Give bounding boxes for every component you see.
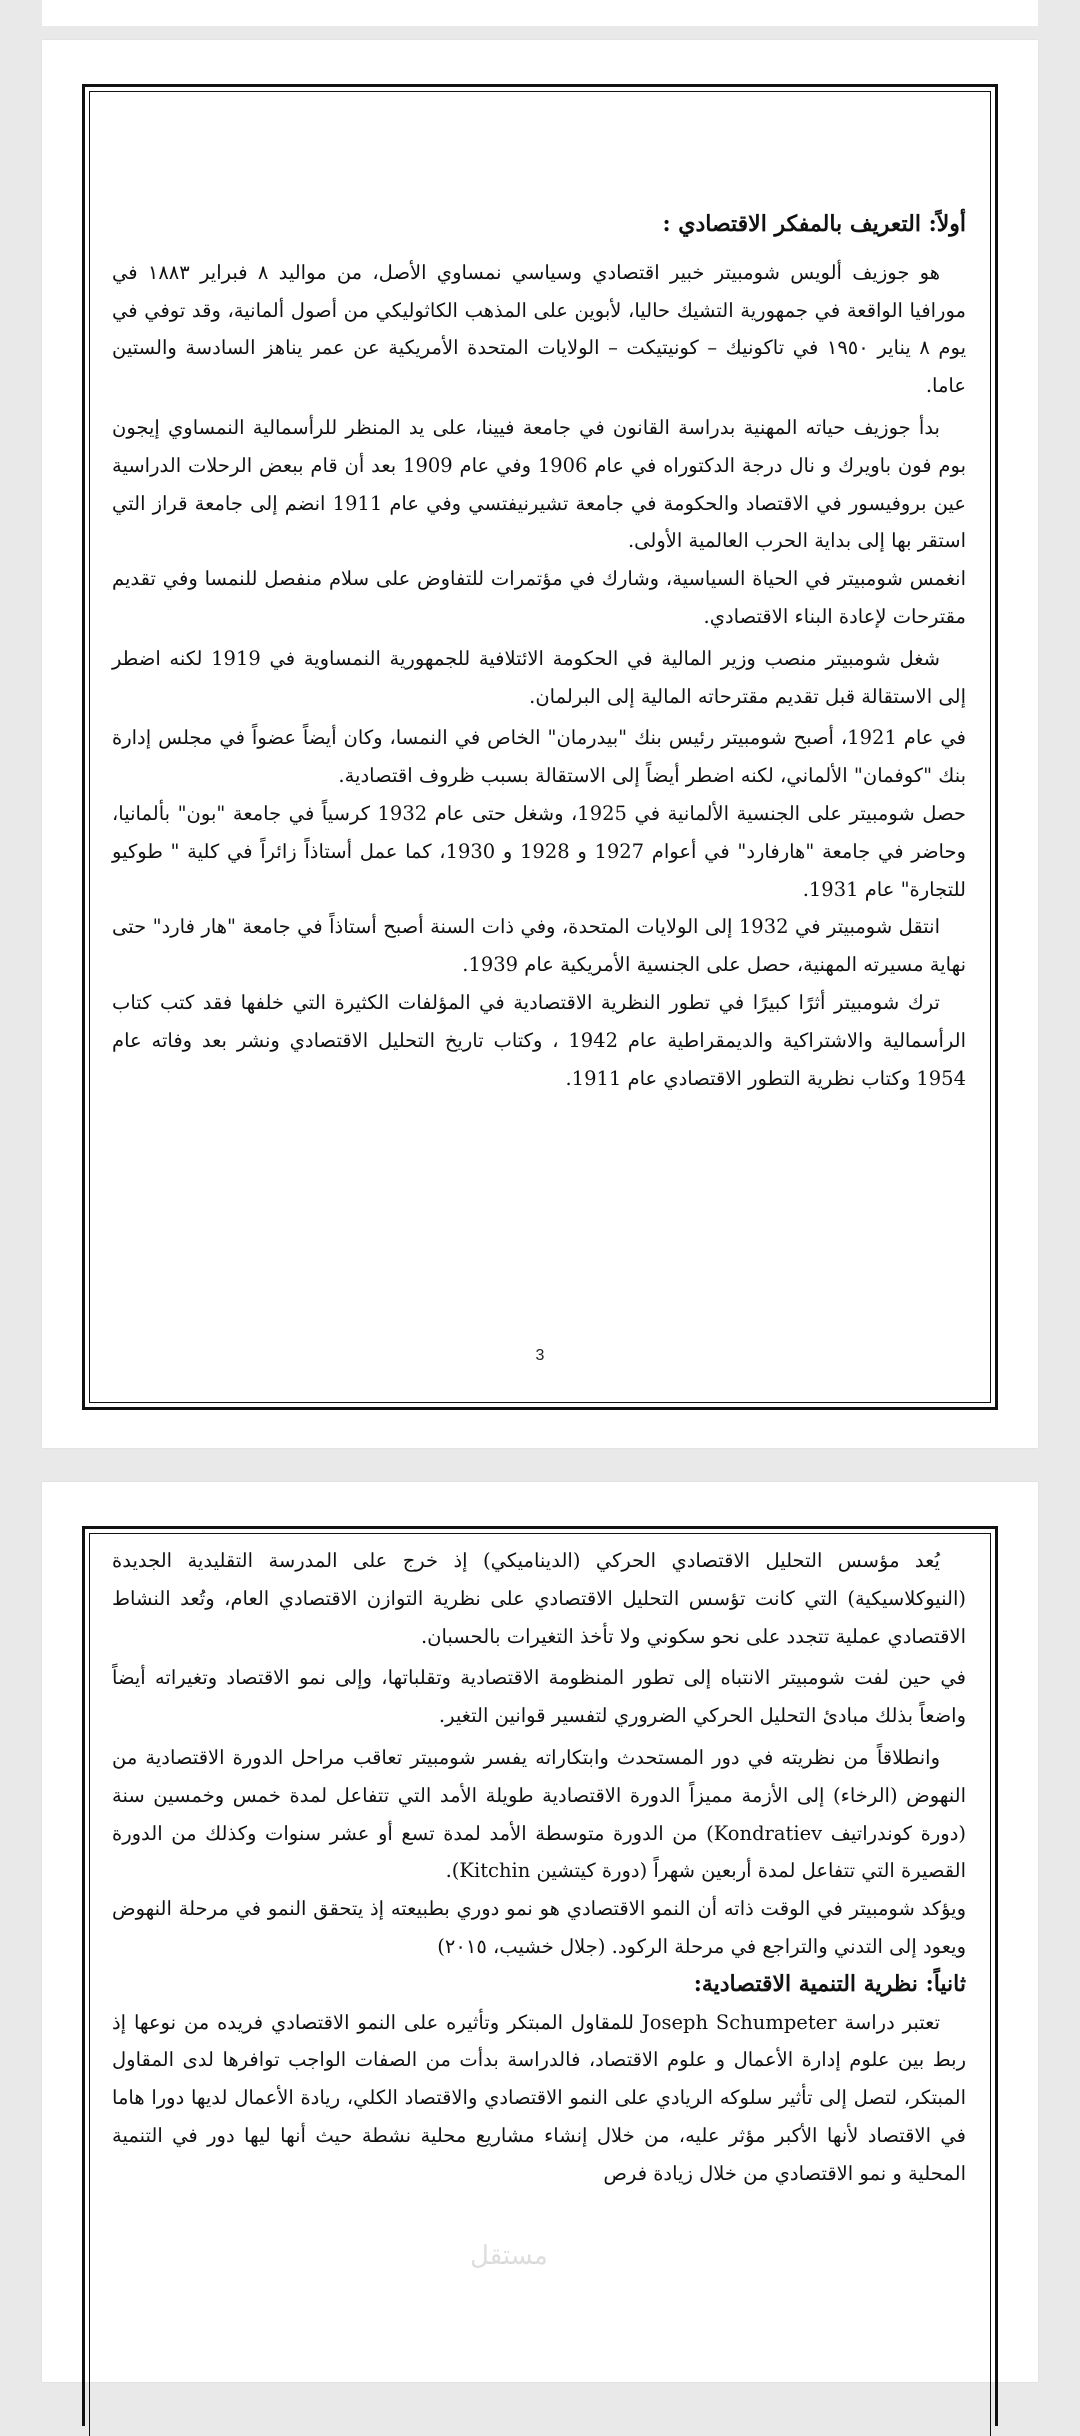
- paragraph: هو جوزيف ألويس شومبيتر خبير اقتصادي وسياسي نمساوي الأصل، من مواليد ٨ فبراير ١٨٨٣ في مورافيا الواقعة في جمهورية التشيك حاليا، لأبوين على المذهب الكاثوليكي من أصول ألمانية، وقد توفي في يوم ٨ يناير ١٩٥٠ في تاكونيك – كونيتيكت – الولايات المتحدة الأمريكية عن عمر يناهز السادسة والستين عاما.: [112, 260, 966, 398]
- paragraph: ترك شومبيتر أثرًا كبيرًا في تطور النظرية الاقتصادية في المؤلفات الكثيرة التي خلفها فقد كتب كتاب الرأسمالية والاشتراكية والديمقراطية عام 1942 ، وكتاب تاريخ التحليل الاقتصادي ونشر بعد وفاته عام 1954 وكتاب نظرية التطور الاقتصادي عام 1911.: [112, 990, 966, 1090]
- paragraph: ويؤكد شومبيتر في الوقت ذاته أن النمو الاقتصادي هو نمو دوري بطبيعته إذ يتحقق النمو في مرحلة النهوض ويعود إلى التدني والتراجع في مرحلة الركود. (جلال خشيب، ٢٠١٥): [112, 1897, 966, 1958]
- paragraph: حصل شومبيتر على الجنسية الألمانية في 1925، وشغل حتى عام 1932 كرسياً في جامعة "بون" بألمانيا، وحاضر في جامعة "هارفارد" في أعوام 1927 و 1928 و 1930، كما عمل أستاذاً زائراً في كلية " طوكيو للتجارة" عام 1931.: [112, 801, 966, 901]
- paragraph: انتقل شومبيتر في 1932 إلى الولايات المتحدة، وفي ذات السنة أصبح أستاذاً في جامعة "هار فارد" حتى نهاية مسيرته المهنية، حصل على الجنسية الأمريكية عام 1939.: [112, 915, 966, 977]
- page-number: 3: [535, 1347, 545, 1364]
- section-heading: أولاً: التعريف بالمفكر الاقتصادي :: [662, 211, 966, 237]
- paragraph: يُعد مؤسس التحليل الاقتصادي الحركي (الديناميكي) إذ خرج على المدرسة التقليدية الجديدة (النيوكلاسيكية) التي كانت تؤسس التحليل الاقتصادي على نظرية التوازن الاقتصادي العام، وتُعد النشاط الاقتصادي عملية تتجدد على نحو سكوني ولا تأخذ التغيرات بالحسبان.: [112, 1549, 966, 1648]
- paragraph: في حين لفت شومبيتر الانتباه إلى تطور المنظومة الاقتصادية وتقلباتها، وإلى نمو الاقتصاد وتغيراته أيضاً واضعاً بذلك مبادئ التحليل الحركي الضروري لتفسير قوانين التغير.: [112, 1666, 966, 1728]
- page-body: [112, 1542, 966, 2193]
- document-page-3: [42, 40, 1038, 1448]
- watermark-logo: مستقل: [470, 2240, 548, 2270]
- previous-page-edge: [42, 0, 1038, 26]
- paragraph: انغمس شومبيتر في الحياة السياسية، وشارك في مؤتمرات للتفاوض على سلام منفصل للنمسا وفي تقديم مقترحات لإعادة البناء الاقتصادي.: [112, 567, 966, 628]
- page-body: [112, 206, 966, 1097]
- section-heading: ثانياً: نظرية التنمية الاقتصادية:: [693, 1970, 966, 1997]
- paragraph: بدأ جوزيف حياته المهنية بدراسة القانون في جامعة فيينا، على يد المنظر للرأسمالية النمساوي إيجون بوم فون باويرك و نال درجة الدكتوراه في عام 1906 وفي عام 1909 بعد أن قام ببعض الرحلات الدراسية عين بروفيسور في الاقتصاد والحكومة في جامعة تشيرنيفتسي وفي عام 1911 انضم إلى جامعة قراز التي استقر بها إلى بداية الحرب العالمية الأولى.: [112, 415, 967, 553]
- paragraph: تعتبر دراسة Joseph Schumpeter للمقاول المبتكر وتأثيره على النمو الاقتصادي فريده من نوعها إذ ربط بين علوم إدارة الأعمال و علوم الاقتصاد، فالدراسة بدأت من الصفات الواجب توافرها لدى المقاول المبتكر، لتصل إلى تأثير سلوكه الريادي على النمو الاقتصادي والاقتصاد الكلي، ريادة الأعمال لديها دورا هاما في الاقتصاد لأنها الأكبر مؤثر عليه، من خلال إنشاء مشاريع محلية نشطة حيث أنها ليها دور في التنمية المحلية و نمو الاقتصادي من خلال زيادة فرص: [112, 2010, 966, 2185]
- paragraph: شغل شومبيتر منصب وزير المالية في الحكومة الائتلافية للجمهورية النمساوية في 1919 لكنه اضطر إلى الاستقالة قبل تقديم مقترحاته المالية إلى البرلمان.: [112, 646, 966, 708]
- paragraph: وانطلاقاً من نظريته في دور المستحدث وابتكاراته يفسر شومبيتر تعاقب مراحل الدورة الاقتصادية من النهوض (الرخاء) إلى الأزمة مميزاً الدورة الاقتصادية طويلة الأمد التي تتفاعل لمدة خمس وخمسين سنة (دورة كوندراتيف Kondratiev) من الدورة متوسطة الأمد لمدة تسع أو عشر سنوات وكذلك من الدورة القصيرة التي تتفاعل لمدة أربعين شهراً (دورة كيتشين Kitchin).: [112, 1745, 966, 1883]
- paragraph: في عام 1921، أصبح شومبيتر رئيس بنك "بيدرمان" الخاص في النمسا، وكان أيضاً عضواً في مجلس إدارة بنك "كوفمان" الألماني، لكنه اضطر أيضاً إلى الاستقالة بسبب ظروف اقتصادية.: [112, 726, 966, 788]
